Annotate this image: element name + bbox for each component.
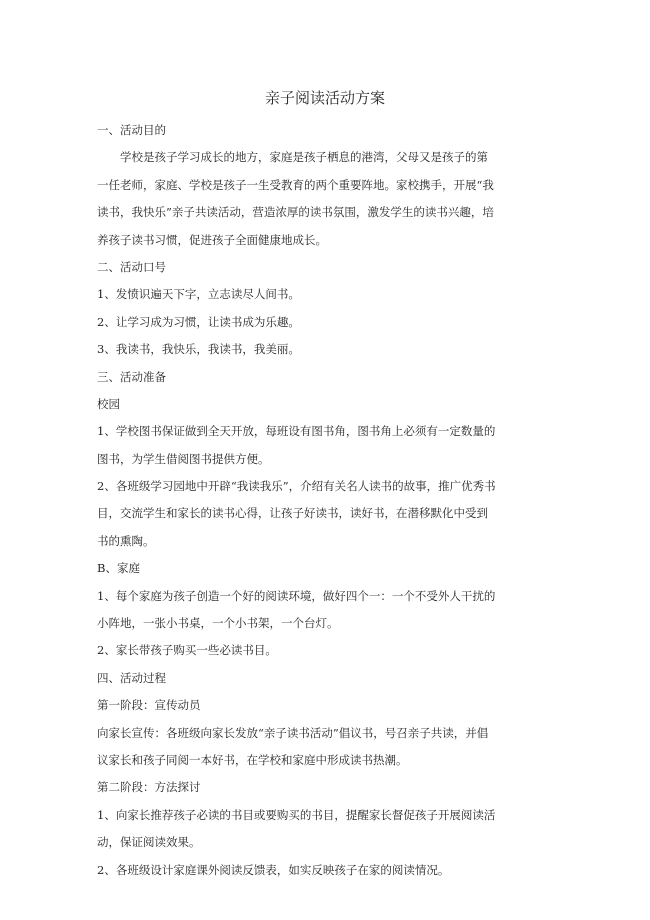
paragraph-line: 动，保证阅读效果。 [97, 835, 201, 850]
list-item: 2、各班级学习园地中开辟“我读我乐”，介绍有关名人读书的故事，推广优秀书 [97, 479, 496, 494]
document-title: 亲子阅读活动方案 [264, 89, 385, 107]
paragraph-line: 目，交流学生和家长的读书心得，让孩子好读书，读好书，在潜移默化中受到 [97, 506, 488, 521]
paragraph-line: 图书，为学生借阅图书提供方便。 [97, 451, 270, 466]
subheading-stage-two: 第二阶段：方法探讨 [97, 780, 201, 795]
list-item: 1、学校图书保证做到全天开放，每班设有图书角，图书角上必须有一定数量的 [97, 424, 496, 439]
subheading-campus: 校园 [97, 396, 120, 411]
list-item: 2、家长带孩子购买一些必读书目。 [97, 643, 277, 658]
list-item: 1、每个家庭为孩子创造一个好的阅读环境，做好四个一：一个不受外人干扰的 [97, 588, 496, 603]
paragraph-line: 议家长和孩子同阅一本好书，在学校和家庭中形成读书热潮。 [97, 752, 408, 767]
list-item: 3、我读书，我快乐，我读书，我美丽。 [97, 342, 300, 357]
section-heading-process: 四、活动过程 [97, 670, 166, 685]
section-heading-slogan: 二、活动口号 [97, 259, 166, 274]
subheading-stage-one: 第一阶段：宣传动员 [97, 698, 201, 713]
list-item: 1、发愤识遍天下字，立志读尽人间书。 [97, 287, 300, 302]
paragraph-line: 养孩子读书习惯，促进孩子全面健康地成长。 [97, 232, 327, 247]
paragraph-line: 一任老师，家庭、学校是孩子一生受教育的两个重要阵地。家校携手，开展“我 [97, 177, 494, 192]
document-body [97, 117, 557, 884]
list-item: 2、让学习成为习惯，让读书成为乐趣。 [97, 314, 300, 329]
section-heading-preparation: 三、活动准备 [97, 369, 166, 384]
paragraph-line: 书的熏陶。 [97, 533, 155, 548]
subheading-family: B、家庭 [97, 561, 140, 576]
paragraph-line: 向家长宣传：各班级向家长发放“亲子读书活动”倡议书，号召亲子共读，并倡 [97, 725, 489, 740]
paragraph-line: 学校是孩子学习成长的地方，家庭是孩子栖息的港湾，父母又是孩子的第 [120, 150, 488, 165]
paragraph-line: 读书，我快乐”亲子共读活动，营造浓厚的读书氛围，激发学生的读书兴趣，培 [97, 205, 494, 220]
list-item: 1、向家长推荐孩子必读的书目或要购买的书目，提醒家长督促孩子开展阅读活 [97, 807, 496, 822]
section-heading-purpose: 一、活动目的 [97, 123, 166, 137]
list-item: 2、各班级设计家庭课外阅读反馈表，如实反映孩子在家的阅读情况。 [97, 862, 450, 877]
paragraph-line: 小阵地，一张小书桌，一个小书架，一个台灯。 [97, 616, 339, 631]
